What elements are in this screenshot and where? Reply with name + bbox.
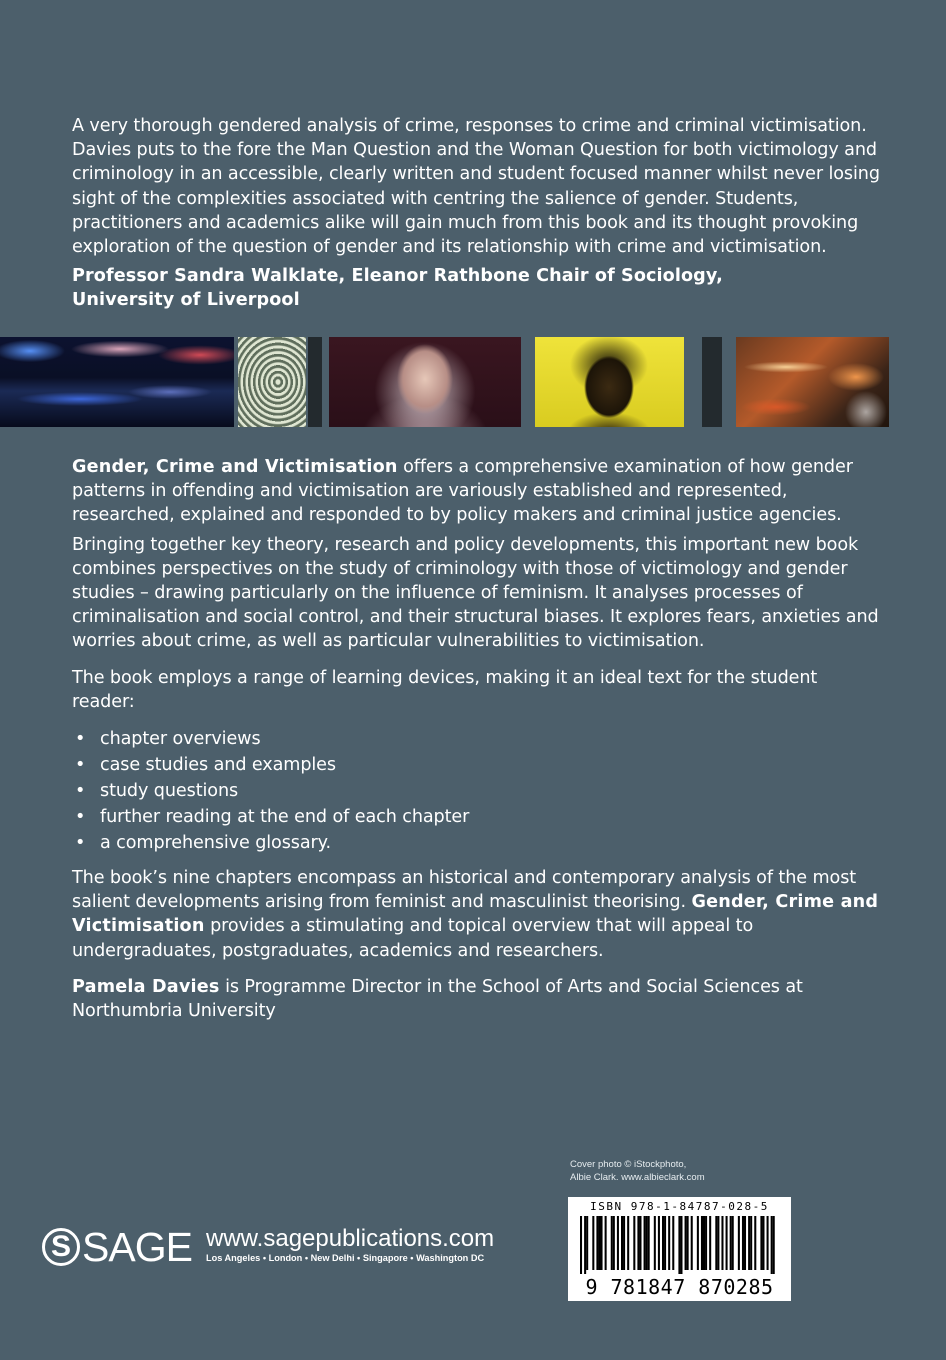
strip-divider xyxy=(308,337,322,427)
list-item-text: further reading at the end of each chapter xyxy=(100,807,470,828)
barcode-bar xyxy=(738,1216,740,1270)
barcode-bar xyxy=(697,1216,699,1270)
isbn-barcode xyxy=(568,1197,791,1301)
barcode-bar xyxy=(662,1216,664,1270)
barcode-bar xyxy=(685,1216,687,1270)
list-item xyxy=(72,752,884,778)
barcode-bar xyxy=(760,1216,762,1270)
barcode-bar xyxy=(611,1216,613,1270)
learning-devices-list xyxy=(72,726,884,856)
barcode-bar xyxy=(586,1216,588,1270)
sage-logo-icon: S xyxy=(42,1228,80,1266)
barcode-bar xyxy=(709,1216,711,1270)
barcode-bar xyxy=(744,1216,746,1270)
barcode-bar xyxy=(613,1216,615,1270)
barcode-bar xyxy=(771,1216,773,1274)
barcode-bar xyxy=(654,1216,656,1270)
barcode-bar xyxy=(601,1216,603,1270)
sage-logo-word: SAGE xyxy=(82,1224,192,1270)
description-paragraph: The book employs a range of learning devices, making it an ideal text for the student reader: xyxy=(72,667,818,712)
list-item-text: case studies and examples xyxy=(100,755,336,776)
bullet-icon: • xyxy=(75,781,86,802)
attribution-line-2: University of Liverpool xyxy=(72,290,300,311)
barcode-bar xyxy=(623,1216,625,1270)
barcode-bar xyxy=(658,1216,660,1270)
barcode-bar xyxy=(648,1216,650,1270)
description-text: provides a stimulating and topical overview that will appeal to undergraduates, postgraduates, academics and researchers. xyxy=(72,916,754,961)
book-title: Gender, Crime and Victimisation xyxy=(72,892,879,937)
barcode-bar xyxy=(680,1216,682,1274)
bullet-icon: • xyxy=(75,807,86,828)
barcode-bar xyxy=(742,1216,744,1270)
barcode-bar xyxy=(726,1216,728,1270)
bullet-icon: • xyxy=(75,833,86,854)
publisher-cities: Los Angeles • London • New Delhi • Singapore • Washington DC xyxy=(206,1253,485,1263)
barcode-icon xyxy=(580,1216,779,1274)
list-item xyxy=(72,778,884,804)
strip-divider xyxy=(702,337,722,427)
barcode-bar xyxy=(621,1216,623,1270)
woman-portrait-photo xyxy=(535,337,684,427)
author-name: Pamela Davies xyxy=(72,976,220,997)
credit-line: Albie Clark. www.albieclark.com xyxy=(570,1172,705,1183)
barcode-bar xyxy=(732,1216,734,1270)
barcode-bar xyxy=(644,1216,646,1270)
barcode-bar xyxy=(762,1216,764,1270)
description-paragraph: Bringing together key theory, research and policy developments, this important new book combines perspectives on the study of criminology with those of victimology and gender studies – drawing particularly on the influence of feminism. It analyses processes of criminalisation and social control, and their structural biases. It explores fears, anxieties and worries about crime, as well as particular vulnerabilities to victimisation. xyxy=(72,534,879,652)
barcode-bar xyxy=(701,1216,703,1270)
barcode-bar xyxy=(639,1216,641,1270)
barcode-bar xyxy=(767,1216,769,1270)
barcode-bar xyxy=(687,1216,689,1270)
barcode-bar xyxy=(580,1216,582,1274)
barcode-bar xyxy=(754,1216,756,1270)
barcode-bar xyxy=(584,1216,586,1274)
barcode-bar xyxy=(596,1216,598,1270)
barcode-bar xyxy=(598,1216,600,1270)
book-description xyxy=(72,455,884,1028)
barcode-bar xyxy=(637,1216,639,1270)
list-item-text: a comprehensive glossary. xyxy=(100,833,331,854)
description-paragraph xyxy=(72,455,884,528)
barcode-bar xyxy=(717,1216,719,1270)
barcode-bar xyxy=(672,1216,674,1270)
barcode-bar xyxy=(748,1216,750,1270)
barcode-bar xyxy=(678,1216,680,1274)
barcode-bar xyxy=(750,1216,752,1270)
barcode-bar xyxy=(633,1216,635,1270)
barcode-bar xyxy=(703,1216,705,1270)
barcode-bar xyxy=(668,1216,670,1270)
endorsement-attribution xyxy=(72,264,884,312)
list-item xyxy=(72,830,884,856)
list-item xyxy=(72,804,884,830)
endorsement-quote: A very thorough gendered analysis of crime, responses to crime and criminal victimisation. Davies puts to the fore the Man Question and the Woman Question for both victimology and criminology in an accessible, clearly written and student focused manner whilst never losing sight of the complexities associated with centring the salience of gender. Students, practitioners and academics alike will gain much from this book and its thought provoking exploration of the question of gender and its relationship with crime and victimisation. xyxy=(72,116,880,258)
ean-number: 9 781847 870285 xyxy=(585,1275,774,1299)
photo-strip xyxy=(0,337,946,427)
barcode-bar xyxy=(773,1216,775,1274)
barcode-bar xyxy=(627,1216,629,1270)
credit-line: Cover photo © iStockphoto, xyxy=(570,1159,687,1170)
book-title: Gender, Crime and Victimisation xyxy=(72,457,398,477)
fingerprint-photo xyxy=(238,337,306,427)
publisher-website[interactable]: www.sagepublications.com xyxy=(206,1225,495,1252)
city-lights-photo xyxy=(736,337,889,427)
author-bio-text: is Programme Director in the School of Arts and Social Sciences at Northumbria University xyxy=(72,976,803,1022)
description-paragraph xyxy=(72,866,884,963)
barcode-bar xyxy=(664,1216,666,1270)
barcode-bar xyxy=(715,1216,717,1270)
attribution-line-1: Professor Sandra Walklate, Eleanor Rathbone Chair of Sociology, xyxy=(72,266,723,287)
list-item xyxy=(72,726,884,752)
description-text: offers a comprehensive examination of how gender patterns in offending and victimisation are variously established and represented, researched, explained and responded to by policy makers and criminal justice agencies. xyxy=(72,457,853,526)
barcode-bar xyxy=(617,1216,619,1270)
barcode-bar xyxy=(592,1216,594,1270)
barcode-bar xyxy=(691,1216,693,1270)
police-lights-photo xyxy=(0,337,234,427)
list-item-text: study questions xyxy=(100,781,239,802)
bullet-icon: • xyxy=(75,755,86,776)
endorsement xyxy=(72,114,884,313)
list-item-text: chapter overviews xyxy=(100,729,261,750)
barcode-bar xyxy=(646,1216,648,1270)
hooded-man-photo xyxy=(329,337,521,427)
description-text: The book’s nine chapters encompass an historical and contemporary analysis of the most salient developments arising from feminist and masculinist theorising. xyxy=(72,868,857,913)
isbn-text: ISBN 978-1-84787-028-5 xyxy=(590,1200,769,1213)
barcode-bar xyxy=(705,1216,707,1270)
barcode-bar xyxy=(721,1216,723,1270)
bullet-icon: • xyxy=(75,729,86,750)
photo-credit xyxy=(570,1158,705,1184)
barcode-bar xyxy=(730,1216,732,1270)
barcode-bar xyxy=(605,1216,607,1270)
author-bio xyxy=(72,975,884,1023)
